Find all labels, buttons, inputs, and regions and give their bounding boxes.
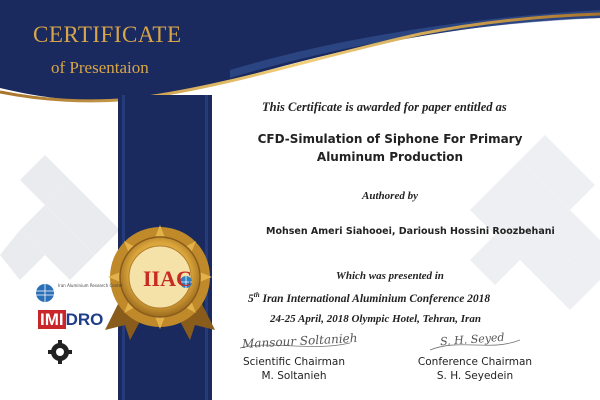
- award-statement: This Certificate is awarded for paper entitled as: [262, 100, 507, 114]
- conference-chairman-signature: S. H. Seyed: [439, 330, 505, 349]
- imidro-logo: [38, 310, 103, 330]
- scientific-chairman-name: M. Soltanieh: [261, 370, 327, 382]
- conference-name-text: Iran International Aluminium Conference 2018: [259, 292, 491, 305]
- paper-title-line-2: Aluminum Production: [316, 150, 464, 164]
- paper-title-line-1: CFD-Simulation of Siphone For Primary: [257, 132, 523, 146]
- conference-chairman-name: S. H. Seyedein: [436, 370, 514, 382]
- scientific-chairman-signature: Mansour Soltanieh: [241, 330, 358, 352]
- author-names: Mohsen Ameri Siahooei, Darioush Hossini Roozbehani: [266, 226, 555, 237]
- conference-ordinal: th: [253, 291, 260, 299]
- research-center-logo: [36, 284, 54, 302]
- conference-number: 5: [248, 292, 254, 305]
- imidro-prefix: IMI: [40, 310, 64, 329]
- certificate-title: CERTIFICATE: [33, 22, 182, 47]
- certificate-subtitle: of Presentaion: [51, 58, 149, 77]
- imidro-suffix: DRO: [65, 310, 104, 329]
- research-center-logo-text: Iran Aluminium Research Center: [58, 283, 123, 288]
- conference-name: [248, 291, 490, 305]
- authored-by-label: Authored by: [362, 190, 418, 202]
- medal-logo-text: IIAC: [143, 266, 192, 291]
- scientific-chairman-title: Scientific Chairman: [242, 356, 346, 368]
- presented-in-label: Which was presented in: [336, 270, 444, 282]
- conference-date-venue: 24-25 April, 2018 Olympic Hotel, Tehran, Iran: [270, 313, 481, 325]
- conference-chairman-title: Conference Chairman: [417, 356, 533, 368]
